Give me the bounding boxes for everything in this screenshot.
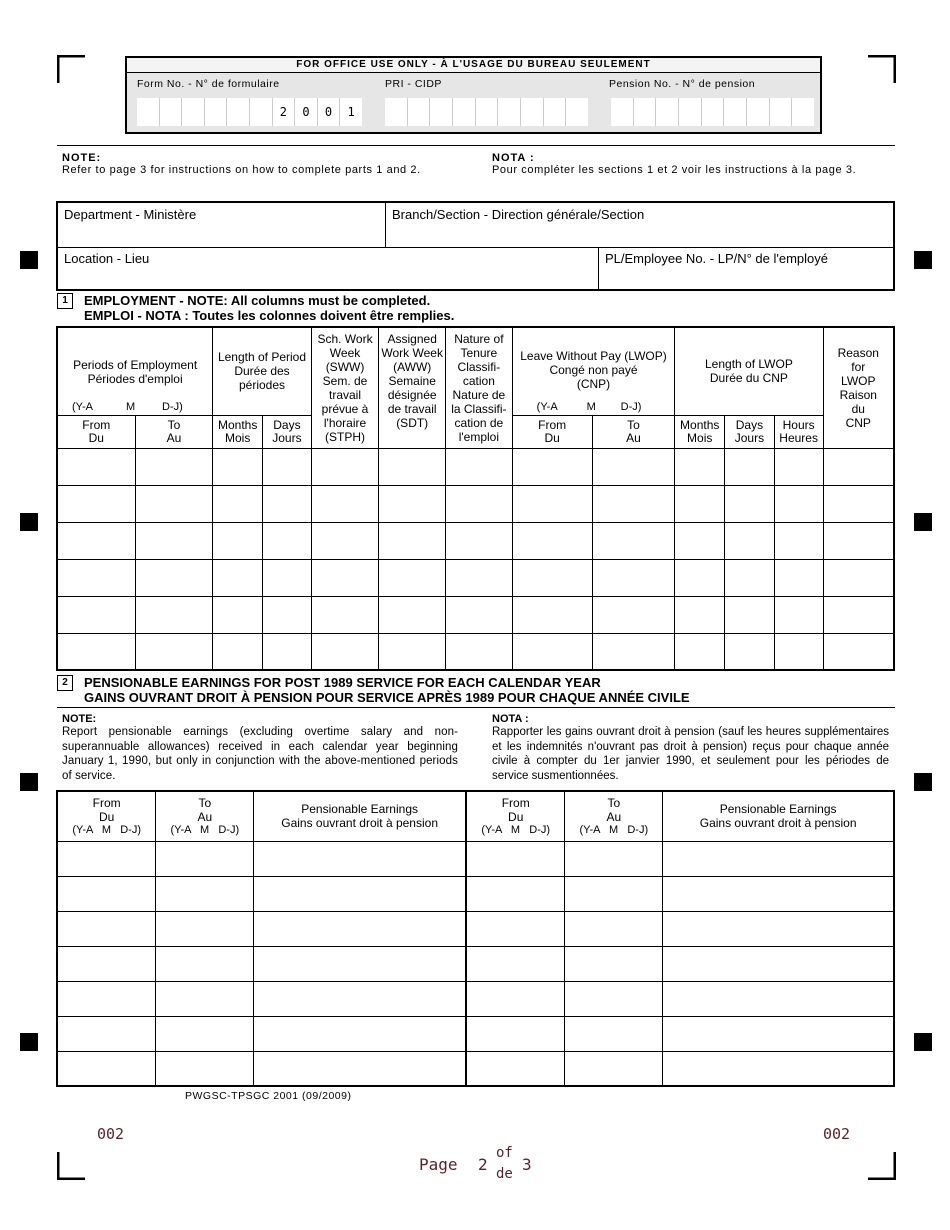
length-header	[213, 327, 311, 415]
earnings-from-header	[466, 791, 565, 841]
note-text: Refer to page 3 for instructions on how to complete parts 1 and 2.	[62, 164, 421, 176]
table-row	[57, 448, 894, 485]
employment-entry-cell[interactable]	[512, 596, 592, 633]
table-row	[57, 911, 894, 946]
days-label-fr: Jours	[734, 430, 765, 445]
employment-entry-cell[interactable]	[512, 559, 592, 596]
employment-entry-cell[interactable]	[263, 559, 312, 596]
employment-entry-cell[interactable]	[213, 448, 263, 485]
employment-entry-cell[interactable]	[57, 485, 135, 522]
employment-entry-cell[interactable]	[774, 633, 823, 670]
employment-entry-cell[interactable]	[379, 448, 446, 485]
periods-label-fr: Périodes d'emploi	[87, 372, 183, 386]
employment-entry-cell[interactable]	[512, 633, 592, 670]
lwop-length-label: Length of LWOP	[705, 357, 793, 372]
employment-entry-cell[interactable]	[311, 633, 379, 670]
corner-mark-top-left	[57, 55, 85, 83]
employment-entry-cell[interactable]	[379, 485, 446, 522]
employment-entry-cell[interactable]	[57, 633, 135, 670]
employment-entry-cell[interactable]	[57, 522, 135, 559]
divider-line	[57, 145, 895, 146]
lwop-cnp: (CNP)	[576, 377, 611, 391]
employment-entry-cell[interactable]	[311, 522, 379, 559]
registration-mark	[20, 513, 38, 531]
section1-title	[84, 293, 454, 323]
employment-entry-cell[interactable]	[675, 485, 725, 522]
table-row	[57, 876, 894, 911]
earnings-entry-cell[interactable]	[565, 841, 663, 876]
employment-entry-cell[interactable]	[592, 448, 675, 485]
employment-entry-cell[interactable]	[213, 522, 263, 559]
ymd-label: (Y-A M D-J)	[72, 823, 141, 836]
registration-mark	[20, 773, 38, 791]
form-digit: 0	[318, 98, 341, 126]
employment-entry-cell[interactable]	[57, 596, 135, 633]
earnings-entry-cell[interactable]	[254, 1051, 466, 1086]
employment-table	[56, 326, 895, 671]
earnings-entry-cell[interactable]	[156, 1051, 254, 1086]
to-label: To	[167, 417, 181, 432]
employment-entry-cell[interactable]	[135, 485, 213, 522]
note-text: Pour compléter les sections 1 et 2 voir les instructions à la page 3.	[492, 164, 857, 176]
months-label-fr: Mois	[687, 430, 713, 445]
to-label-fr: Au	[166, 430, 182, 445]
earnings-entry-cell[interactable]	[565, 876, 663, 911]
employment-entry-cell[interactable]	[311, 448, 379, 485]
employment-entry-cell[interactable]	[446, 596, 513, 633]
employment-entry-cell[interactable]	[446, 633, 513, 670]
employment-entry-cell[interactable]	[57, 559, 135, 596]
corner-mark-top-right	[868, 55, 896, 83]
earnings-entry-cell[interactable]	[156, 1016, 254, 1051]
note-heading: NOTA :	[492, 152, 535, 164]
employment-entry-cell[interactable]	[512, 522, 592, 559]
lwop-label: Leave Without Pay (LWOP)	[520, 349, 667, 363]
earnings-entry-cell[interactable]	[57, 1051, 156, 1086]
pri-label: PRI - CIDP	[385, 78, 442, 90]
earnings-label-fr: Gains ouvrant droit à pension	[699, 816, 857, 831]
to-label-fr: Au	[606, 809, 622, 824]
earnings-entry-cell[interactable]	[565, 981, 663, 1016]
employment-entry-cell[interactable]	[263, 522, 312, 559]
employment-entry-cell[interactable]	[725, 448, 775, 485]
employment-entry-cell[interactable]	[135, 596, 213, 633]
earnings-entry-cell[interactable]	[663, 1016, 894, 1051]
location-field[interactable]	[58, 248, 599, 289]
earnings-entry-cell[interactable]	[156, 946, 254, 981]
employment-entry-cell[interactable]	[263, 448, 312, 485]
divider-line	[57, 707, 895, 708]
employment-entry-cell[interactable]	[675, 633, 725, 670]
ymd-d: D-J)	[620, 401, 642, 413]
earnings-entry-cell[interactable]	[57, 946, 156, 981]
office-use-box	[125, 56, 822, 134]
ymd-m: M	[126, 401, 136, 413]
earnings-header	[254, 791, 466, 841]
form-digit: 1	[347, 105, 355, 119]
employment-entry-cell[interactable]	[311, 596, 379, 633]
sww-header: Sch. Work Week (SWW) Sem. de travail prévue à l'horaire (STPH)	[311, 327, 379, 448]
earnings-entry-cell[interactable]	[57, 876, 156, 911]
from-label-fr: Du	[544, 430, 560, 445]
reason-header: Reason for LWOP Raison du CNP	[823, 327, 894, 448]
employment-entry-cell[interactable]	[213, 485, 263, 522]
corner-mark-bottom-left	[57, 1152, 85, 1180]
length-label: Length of Period	[217, 350, 307, 364]
from-label-fr: Du	[508, 809, 524, 824]
earnings-entry-cell[interactable]	[663, 981, 894, 1016]
employment-entry-cell[interactable]	[592, 522, 675, 559]
employment-entry-cell[interactable]	[135, 633, 213, 670]
employment-entry-cell[interactable]	[823, 559, 894, 596]
months-label: Months	[218, 417, 258, 432]
employment-entry-cell[interactable]	[213, 633, 263, 670]
days-label: Days	[273, 417, 301, 432]
earnings-label: Pensionable Earnings	[301, 802, 418, 817]
form-no-label: Form No. - N° de formulaire	[137, 78, 280, 90]
lwop-length-label-fr: Durée du CNP	[709, 371, 788, 386]
form-digit: 2	[273, 98, 296, 126]
earnings-entry-cell[interactable]	[663, 876, 894, 911]
pri-field[interactable]	[385, 98, 588, 126]
earnings-entry-cell[interactable]	[156, 911, 254, 946]
form-digit: 0	[295, 98, 318, 126]
earnings-entry-cell[interactable]	[156, 841, 254, 876]
employment-entry-cell[interactable]	[446, 485, 513, 522]
earnings-entry-cell[interactable]	[466, 876, 565, 911]
registration-mark	[914, 773, 932, 791]
earnings-entry-cell[interactable]	[466, 1016, 565, 1051]
department-label: Department - Ministère	[64, 207, 197, 222]
earnings-entry-cell[interactable]	[663, 911, 894, 946]
employment-entry-cell[interactable]	[263, 485, 312, 522]
lwop-hours-header	[774, 415, 823, 448]
from-label: From	[82, 417, 111, 432]
page-number: 2	[478, 1155, 488, 1174]
section-title-en: PENSIONABLE EARNINGS FOR POST 1989 SERVICE FOR EACH CALENDAR YEAR	[84, 675, 601, 690]
employment-entry-cell[interactable]	[774, 448, 823, 485]
lwop-to-header	[592, 415, 675, 448]
length-label-fr: Durée des périodes	[234, 364, 290, 392]
section-number: 2	[57, 675, 73, 691]
lwop-header	[512, 327, 675, 415]
earnings-entry-cell[interactable]	[565, 946, 663, 981]
to-label-fr: Au	[197, 809, 213, 824]
to-label-fr: Au	[626, 430, 641, 445]
location-label: Location - Lieu	[64, 251, 150, 266]
earnings-entry-cell[interactable]	[57, 911, 156, 946]
employment-entry-cell[interactable]	[379, 596, 446, 633]
employment-entry-cell[interactable]	[675, 596, 725, 633]
to-header	[135, 415, 213, 448]
employment-entry-cell[interactable]	[823, 596, 894, 633]
table-row	[57, 1051, 894, 1086]
section2-note-en	[62, 713, 458, 783]
earnings-entry-cell[interactable]	[254, 981, 466, 1016]
identity-fields	[56, 201, 895, 291]
earnings-entry-cell[interactable]	[466, 841, 565, 876]
ymd-m: M	[586, 401, 596, 413]
to-label: To	[198, 795, 212, 810]
table-row	[57, 1016, 894, 1051]
to-label: To	[627, 417, 640, 432]
earnings-label: Pensionable Earnings	[719, 802, 837, 817]
from-label-fr: Du	[88, 430, 104, 445]
earnings-header	[663, 791, 894, 841]
employment-entry-cell[interactable]	[823, 522, 894, 559]
employee-no-field[interactable]	[599, 248, 893, 289]
table-row	[57, 981, 894, 1016]
section-number: 1	[57, 293, 73, 309]
registration-mark	[914, 513, 932, 531]
employment-entry-cell[interactable]	[774, 485, 823, 522]
employment-entry-cell[interactable]	[263, 633, 312, 670]
employment-entry-cell[interactable]	[725, 522, 775, 559]
employment-entry-cell[interactable]	[725, 559, 775, 596]
ymd-y: (Y-A	[536, 401, 558, 413]
employment-entry-cell[interactable]	[675, 522, 725, 559]
earnings-label-fr: Gains ouvrant droit à pension	[281, 816, 438, 831]
employment-entry-cell[interactable]	[774, 559, 823, 596]
to-label: To	[607, 795, 621, 810]
registration-mark	[20, 1033, 38, 1051]
ymd-y: (Y-A	[72, 401, 93, 413]
page-of: of	[496, 1145, 513, 1161]
employment-entry-cell[interactable]	[57, 448, 135, 485]
pension-no-field[interactable]	[611, 98, 814, 126]
periods-header	[57, 327, 213, 415]
table-row	[57, 946, 894, 981]
lwop-days-header	[725, 415, 775, 448]
corner-mark-bottom-right	[868, 1152, 896, 1180]
earnings-entry-cell[interactable]	[565, 1051, 663, 1086]
page-code-left: 002	[97, 1125, 125, 1143]
earnings-entry-cell[interactable]	[57, 1016, 156, 1051]
form-code: PWGSC-TPSGC 2001 (09/2009)	[185, 1090, 352, 1102]
days-label-fr: Jours	[272, 430, 302, 445]
table-row	[57, 485, 894, 522]
department-field[interactable]	[58, 203, 386, 248]
earnings-entry-cell[interactable]	[254, 876, 466, 911]
employment-entry-cell[interactable]	[725, 485, 775, 522]
employment-entry-cell[interactable]	[213, 596, 263, 633]
earnings-entry-cell[interactable]	[565, 911, 663, 946]
page-total: 3	[522, 1155, 532, 1174]
earnings-to-header	[565, 791, 663, 841]
section2-title	[84, 675, 690, 705]
employment-entry-cell[interactable]	[446, 448, 513, 485]
employment-entry-cell[interactable]	[823, 448, 894, 485]
form-no-field[interactable]	[137, 98, 362, 126]
employment-entry-cell[interactable]	[379, 559, 446, 596]
earnings-from-header	[57, 791, 156, 841]
hours-label-fr: Heures	[779, 430, 818, 445]
employment-entry-cell[interactable]	[823, 633, 894, 670]
employment-entry-cell[interactable]	[446, 522, 513, 559]
note-text: Rapporter les gains ouvrant droit à pension (sauf les heures supplémentaires et les indemnités n'ouvrant pas droit à pension) reçus pour chaque année civile à compter du 1er janvier 1990, et seulement pour les périodes de service susmentionnées.	[492, 726, 889, 782]
employment-entry-cell[interactable]	[592, 559, 675, 596]
ymd-label: (Y-A M D-J)	[481, 823, 551, 836]
table-row	[57, 633, 894, 670]
months-header	[213, 415, 263, 448]
employment-entry-cell[interactable]	[379, 522, 446, 559]
earnings-entry-cell[interactable]	[57, 981, 156, 1016]
employment-entry-cell[interactable]	[675, 559, 725, 596]
earnings-entry-cell[interactable]	[466, 946, 565, 981]
section-title-en: EMPLOYMENT - NOTE: All columns must be completed.	[84, 293, 431, 308]
employee-no-label: PL/Employee No. - LP/N° de l'employé	[605, 251, 829, 266]
hours-label: Hours	[782, 417, 815, 432]
earnings-to-header	[156, 791, 254, 841]
employment-entry-cell[interactable]	[592, 485, 675, 522]
days-label: Days	[735, 417, 764, 432]
section-title-fr: GAINS OUVRANT DROIT À PENSION POUR SERVICE APRÈS 1989 POUR CHAQUE ANNÉE CIVILE	[84, 690, 690, 705]
employment-entry-cell[interactable]	[725, 633, 775, 670]
section2-note-fr	[492, 713, 889, 783]
from-label: From	[538, 417, 567, 432]
earnings-table	[56, 790, 895, 1087]
from-label: From	[501, 795, 530, 810]
employment-entry-cell[interactable]	[725, 596, 775, 633]
earnings-entry-cell[interactable]	[254, 946, 466, 981]
lwop-length-header	[675, 327, 823, 415]
months-label-fr: Mois	[225, 430, 251, 445]
employment-entry-cell[interactable]	[135, 559, 213, 596]
note-en	[62, 152, 462, 177]
table-row	[57, 596, 894, 633]
branch-label: Branch/Section - Direction générale/Section	[392, 207, 645, 222]
employment-entry-cell[interactable]	[446, 559, 513, 596]
section-title-fr: EMPLOI - NOTA : Toutes les colonnes doivent être remplies.	[84, 308, 455, 323]
lwop-from-header	[512, 415, 592, 448]
ymd-label: (Y-A M D-J)	[170, 823, 240, 836]
earnings-entry-cell[interactable]	[254, 841, 466, 876]
page-word: Page	[419, 1155, 458, 1174]
earnings-entry-cell[interactable]	[156, 876, 254, 911]
page-de: de	[496, 1166, 513, 1182]
employment-entry-cell[interactable]	[823, 485, 894, 522]
employment-entry-cell[interactable]	[213, 559, 263, 596]
earnings-entry-cell[interactable]	[156, 981, 254, 1016]
note-heading: NOTE:	[62, 152, 102, 164]
page-code-right: 002	[823, 1125, 851, 1143]
branch-field[interactable]	[386, 203, 893, 248]
employment-entry-cell[interactable]	[774, 596, 823, 633]
earnings-entry-cell[interactable]	[466, 981, 565, 1016]
ymd-d: D-J)	[162, 401, 183, 413]
note-fr	[492, 152, 887, 177]
employment-entry-cell[interactable]	[592, 633, 675, 670]
employment-entry-cell[interactable]	[311, 559, 379, 596]
employment-entry-cell[interactable]	[379, 633, 446, 670]
earnings-entry-cell[interactable]	[663, 946, 894, 981]
earnings-entry-cell[interactable]	[663, 1051, 894, 1086]
from-header	[57, 415, 135, 448]
lwop-months-header	[675, 415, 725, 448]
earnings-entry-cell[interactable]	[663, 841, 894, 876]
earnings-entry-cell[interactable]	[254, 1016, 466, 1051]
employment-entry-cell[interactable]	[592, 596, 675, 633]
registration-mark	[20, 251, 38, 269]
earnings-entry-cell[interactable]	[466, 1051, 565, 1086]
employment-entry-cell[interactable]	[512, 448, 592, 485]
tenure-header: Nature of Tenure Classifi- cation Nature de la Classifi- cation de l'emploi	[446, 327, 513, 448]
earnings-entry-cell[interactable]	[565, 1016, 663, 1051]
table-row	[57, 841, 894, 876]
ymd-label: (Y-A M D-J)	[579, 823, 649, 836]
pension-no-label: Pension No. - N° de pension	[609, 78, 756, 90]
lwop-label-fr: Congé non payé	[549, 363, 638, 377]
office-use-title: FOR OFFICE USE ONLY - À L'USAGE DU BUREAU SEULEMENT	[127, 58, 820, 73]
employment-entry-cell[interactable]	[263, 596, 312, 633]
periods-label: Periods of Employment	[73, 358, 198, 372]
earnings-entry-cell[interactable]	[254, 911, 466, 946]
note-heading: NOTA :	[492, 713, 529, 725]
table-row	[57, 522, 894, 559]
registration-mark	[914, 1033, 932, 1051]
employment-entry-cell[interactable]	[135, 522, 213, 559]
note-heading: NOTE:	[62, 713, 97, 725]
from-label: From	[92, 795, 121, 810]
employment-entry-cell[interactable]	[675, 448, 725, 485]
days-header	[263, 415, 312, 448]
employment-entry-cell[interactable]	[135, 448, 213, 485]
from-label-fr: Du	[99, 809, 115, 824]
employment-entry-cell[interactable]	[311, 485, 379, 522]
months-label: Months	[680, 417, 720, 432]
earnings-entry-cell[interactable]	[466, 911, 565, 946]
note-text: Report pensionable earnings (excluding overtime salary and non-superannuable allowances) received in each calendar year beginning January 1, 1990, but only in conjunction with the above-mentioned periods of service.	[62, 726, 458, 782]
employment-entry-cell[interactable]	[512, 485, 592, 522]
table-row	[57, 559, 894, 596]
earnings-entry-cell[interactable]	[57, 841, 156, 876]
employment-entry-cell[interactable]	[774, 522, 823, 559]
registration-mark	[914, 251, 932, 269]
aww-header: Assigned Work Week (AWW) Semaine désignée de travail (SDT)	[379, 327, 446, 448]
